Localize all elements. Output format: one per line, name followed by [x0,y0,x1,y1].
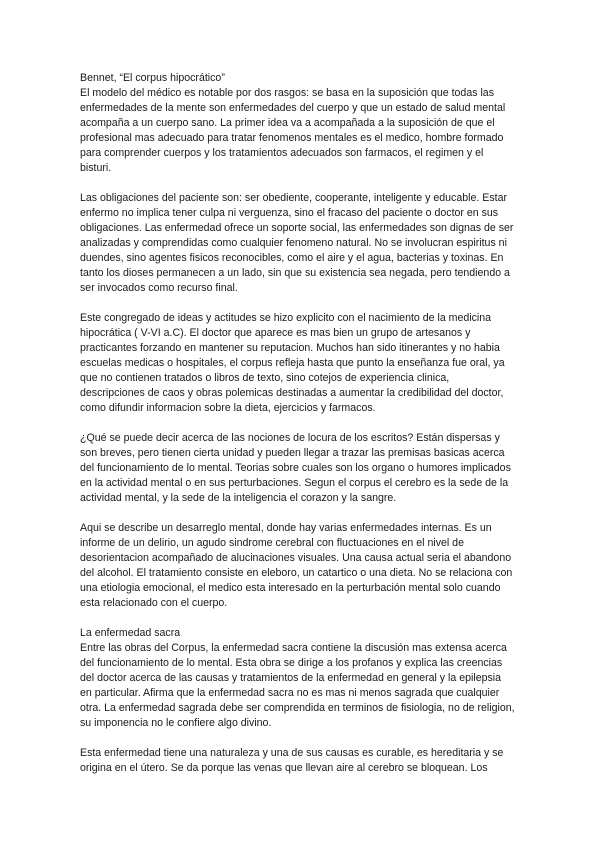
text-line: descripciones de caos y obras polemicas destinadas a aumentar la credibilidad del doctor, [80,387,504,399]
text-line: desorientacion acompañado de alucinaciones visuales. Una causa actual seria el abandono [80,552,512,564]
text-line: del doctor acerca de las causas y tratamientos de la enfermedad en general y la epilepsia [80,672,502,684]
text-line: escuelas medicas o hospitales, el corpus refleja hasta que punto la enseñanza fue oral, ya [80,357,505,369]
text-line: hipocrática ( V-VI a.C). El doctor que aparece es mas bien un grupo de artesanos y [80,327,471,339]
text-line: La enfermedad sacra [80,627,181,639]
paragraph [80,71,530,176]
text-line: actividad mental, y la sede de la inteligencia el corazon y la sangre. [80,492,397,504]
paragraph [80,311,530,416]
text-line: como difundir informacion sobre la dieta, ejercicios y farmacos. [80,402,376,414]
text-line: profesional mas adecuado para tratar fenomenos mentales es el medico, hombre formado [80,132,504,144]
text-line: del alcohol. El tratamiento consiste en eleboro, un catartico o una dieta. No se relaciona con [80,567,513,579]
paragraph [80,431,530,506]
paragraph [80,746,530,776]
text-line: bisturi. [80,162,112,174]
text-line: son breves, pero tienen cierta unidad y pueden llegar a trazar las premisas basicas acerca [80,447,505,459]
text-line: del funcionamiento de lo mental. Esta obra se dirige a los profanos y explica las creencias [80,657,503,669]
text-line: Esta enfermedad tiene una naturaleza y una de sus causas es curable, es hereditaria y se [80,747,504,759]
text-line: su imponencia no le confiere algo divino. [80,717,272,729]
text-line: Las obligaciones del paciente son: ser obediente, cooperante, inteligente y educable. Estar [80,192,507,204]
text-line: del funcionamiento de lo mental. Teorias sobre cuales son los organo o humores implicados [80,462,511,474]
text-line: origina en el útero. Se da porque las venas que llevan aire al cerebro se bloquean. Los [80,762,488,774]
text-line: practicantes forzando en mantener su reputacion. Muchos han sido itinerantes y no habia [80,342,500,354]
text-line: otra. La enfermedad sagrada debe ser comprendida en terminos de fisiologia, no de religion, [80,702,515,714]
text-line: ser invocados como recurso final. [80,282,238,294]
text-line: para comprender cuerpos y los tratamientos adecuados son farmacos, el regimen y el [80,147,484,159]
text-line: acompaña a un cuerpo sano. La primer idea va a acompañada a la suposición de que el [80,117,495,129]
paragraph [80,191,530,296]
text-line: El modelo del médico es notable por dos rasgos: se basa en la suposición que todas las [80,87,494,99]
text-line: ¿Qué se puede decir acerca de las nociones de locura de los escritos? Están dispersas y [80,432,500,444]
text-line: enfermedades de la mente son enfermedades del cuerpo y que un estado de salud mental [80,102,506,114]
text-line: enfermo no implica tener culpa ni verguenza, sino el fracaso del paciente o doctor en sus [80,207,499,219]
text-line: que no contienen tratados o libros de texto, sino cotejos de experiencia clinica, [80,372,450,384]
text-line: Este congregado de ideas y actitudes se hizo explicito con el nacimiento de la medicina [80,312,492,324]
text-line: duendes, sino agentes fisicos reconocibles, como el aire y el agua, bacterias y toxinas. En [80,252,504,264]
text-line: informe de un delirio, un agudo sindrome cerebral con fluctuaciones en el nivel de [80,537,464,549]
document-page [80,71,530,776]
text-line: analizadas y comprendidas como cualquier fenomeno natural. No se involucran espiritus ni [80,237,507,249]
text-line: en particular. Afirma que la enfermedad sacra no es mas ni menos sagrada que cualquier [80,687,500,699]
text-line: en la actividad mental o en sus perturbaciones. Segun el corpus el cerebro es la sede de la [80,477,509,489]
paragraph [80,521,530,611]
text-line: esta relacionado con el cuerpo. [80,597,228,609]
text-line: Bennet, “El corpus hipocrático” [80,72,225,84]
text-line: Entre las obras del Corpus, la enfermedad sacra contiene la discusión mas extensa acerca [80,642,507,654]
text-line: obligaciones. Las enfermedad ofrece un soporte social, las enfermedades son dignas de ser [80,222,514,234]
text-line: Aqui se describe un desarreglo mental, donde hay varias enfermedades internas. Es un [80,522,492,534]
text-line: una etiologia emocional, el medico esta interesado en la perturbación mental solo cuando [80,582,501,594]
paragraph [80,626,530,731]
text-line: tanto los dioses permanecen a un lado, sin que su existencia sea negada, pero tendiendo a [80,267,510,279]
